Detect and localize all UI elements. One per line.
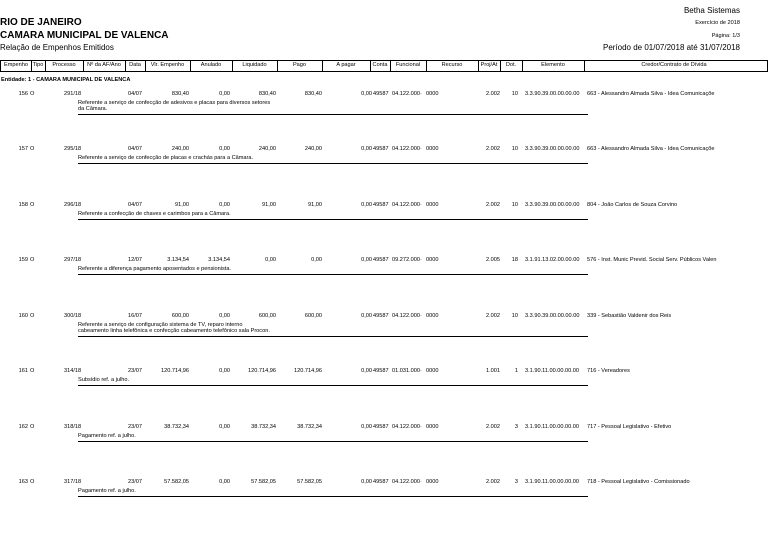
col-dot: Dot. (505, 62, 517, 68)
col-elemento: Elemento (541, 62, 565, 68)
col-pago: Pago (292, 62, 307, 68)
cell-vlr: 120.714,96 (161, 368, 189, 374)
cell-anulado: 0,00 (219, 479, 230, 485)
cell-processo: 314/18 (64, 368, 82, 374)
cell-anulado: 3.134,54 (208, 257, 230, 263)
cell-conta: 49587 (373, 313, 389, 319)
cell-vlr: 3.134,54 (167, 257, 189, 263)
header-bottom-rule (0, 71, 768, 72)
cell-proj: 2.002 (486, 479, 500, 485)
cell-funcional: 04.122.000· (392, 479, 422, 485)
cell-pago: 57.582,05 (297, 479, 322, 485)
entry-description-cont: da Câmara. (78, 106, 108, 112)
cell-processo: 291/18 (64, 91, 82, 97)
cell-anulado: 0,00 (219, 313, 230, 319)
col-anulado: Anulado (200, 62, 222, 68)
col-data: Data (129, 62, 141, 68)
col-funcional: Funcional (395, 62, 421, 68)
row-divider (78, 274, 588, 275)
cell-dot: 10 (511, 202, 518, 208)
cell-data: 16/07 (128, 313, 142, 319)
col-recurso: Recurso (441, 62, 463, 68)
cell-elemento: 3.3.90.39.00.00.00.00 (525, 202, 580, 208)
cell-tipo: O (30, 479, 35, 485)
col-a-pagar: A pagar (336, 62, 356, 68)
page-number: Página: 1/3 (711, 33, 740, 39)
cell-vlr: 600,00 (171, 313, 189, 319)
entry-description: Referente a serviço de confecção de adesivos e placas para diversos setores (78, 100, 271, 106)
entry-description: Referente a serviço de confecção de placas e crachás para a Câmara. (78, 155, 254, 161)
cell-liquidado: 91,00 (262, 202, 276, 208)
cell-proj: 2.002 (486, 91, 500, 97)
entry-description: Referente a diferença pagamento aposentados e pensionista. (78, 266, 232, 272)
cell-dot: 1 (514, 368, 518, 374)
cell-proj: 1.001 (486, 368, 500, 374)
cell-recurso: 0000 (426, 424, 439, 430)
cell-tipo: O (30, 202, 35, 208)
cell-recurso: 0000 (426, 368, 439, 374)
row-divider (78, 336, 588, 337)
cell-dot: 10 (511, 91, 518, 97)
cell-anulado: 0,00 (219, 146, 230, 152)
cell-funcional: 04.122.000· (392, 313, 422, 319)
cell-credor: 663 - Alessandro Almada Silva - Idea Comunicaçõe (587, 146, 715, 152)
cell-pago: 91,00 (308, 202, 322, 208)
cell-dot: 3 (514, 479, 518, 485)
cell-dot: 18 (511, 257, 518, 263)
cell-apagar: 0,00 (361, 91, 372, 97)
cell-empenho: 159 (18, 257, 28, 263)
cell-elemento: 3.3.90.39.00.00.00.00 (525, 91, 580, 97)
cell-elemento: 3.1.90.11.00.00.00.00 (525, 368, 580, 374)
cell-tipo: O (30, 146, 35, 152)
cell-funcional: 04.122.000· (392, 146, 422, 152)
cell-data: 12/07 (128, 257, 142, 263)
report-title: Relação de Empenhos Emitidos (0, 43, 114, 52)
cell-vlr: 38.732,34 (164, 424, 189, 430)
cell-processo: 297/18 (64, 257, 82, 263)
cell-data: 04/07 (128, 91, 142, 97)
cell-dot: 3 (514, 424, 518, 430)
col-af-ano: Nº da AF/Ano (87, 62, 121, 68)
cell-recurso: 0000 (426, 202, 439, 208)
organization-name: CAMARA MUNICIPAL DE VALENCA (0, 30, 169, 41)
cell-pago: 830,40 (304, 91, 322, 97)
col-credor: Credor/Contrato de Dívida (641, 62, 707, 68)
col-processo: Processo (52, 62, 76, 68)
cell-proj: 2.002 (486, 313, 500, 319)
entry-description: Referente a confecção de chaves e carimbos para a Câmara. (78, 211, 231, 217)
cell-apagar: 0,00 (361, 479, 372, 485)
cell-recurso: 0000 (426, 91, 439, 97)
row-divider (78, 385, 588, 386)
cell-funcional: 04.122.000· (392, 202, 422, 208)
cell-credor: 718 - Pessoal Legislativo - Comissionado (587, 479, 690, 485)
cell-liquidado: 0,00 (265, 257, 276, 263)
cell-empenho: 157 (18, 146, 28, 152)
cell-conta: 49587 (373, 424, 389, 430)
row-divider (78, 219, 588, 220)
vendor-name: Betha Sistemas (683, 6, 740, 15)
cell-elemento: 3.1.91.13.02.00.00.00 (525, 257, 580, 263)
cell-tipo: O (30, 313, 35, 319)
cell-anulado: 0,00 (219, 91, 230, 97)
cell-empenho: 156 (18, 91, 28, 97)
cell-pago: 600,00 (304, 313, 322, 319)
cell-processo: 317/18 (64, 479, 82, 485)
cell-processo: 300/18 (64, 313, 82, 319)
state-name: RIO DE JANEIRO (0, 17, 82, 28)
cell-liquidado: 120.714,96 (248, 368, 276, 374)
cell-liquidado: 240,00 (258, 146, 276, 152)
cell-dot: 10 (511, 313, 518, 319)
cell-credor: 576 - Inst. Munic Previd. Social Serv. Públicos Valen (587, 257, 717, 263)
cell-vlr: 57.582,05 (164, 479, 189, 485)
cell-tipo: O (30, 257, 35, 263)
row-divider (78, 163, 588, 164)
cell-anulado: 0,00 (219, 202, 230, 208)
cell-vlr: 830,40 (171, 91, 189, 97)
cell-credor: 717 - Pessoal Legislativo - Efetivo (587, 424, 672, 430)
cell-liquidado: 57.582,05 (251, 479, 276, 485)
cell-elemento: 3.3.90.39.00.00.00.00 (525, 313, 580, 319)
cell-apagar: 0,00 (361, 257, 372, 263)
cell-recurso: 0000 (426, 146, 439, 152)
cell-funcional: 09.272.000· (392, 257, 422, 263)
cell-conta: 49587 (373, 257, 389, 263)
cell-apagar: 0,00 (361, 202, 372, 208)
cell-proj: 2.002 (486, 424, 500, 430)
cell-data: 23/07 (128, 368, 142, 374)
entry-description: Pagamento ref. a julho. (78, 433, 136, 439)
cell-proj: 2.005 (486, 257, 500, 263)
cell-proj: 2.002 (486, 202, 500, 208)
col-liquidado: Liquidado (242, 62, 267, 68)
cell-credor: 804 - João Carlos de Souza Corvino (587, 202, 678, 208)
row-divider (78, 441, 588, 442)
cell-conta: 49587 (373, 368, 389, 374)
cell-conta: 49587 (373, 146, 389, 152)
header-top-rule (0, 60, 768, 61)
cell-vlr: 240,00 (171, 146, 189, 152)
cell-funcional: 04.122.000· (392, 91, 422, 97)
cell-anulado: 0,00 (219, 368, 230, 374)
entry-description: Subsídio ref. a julho. (78, 377, 129, 383)
col-vlr-empenho: Vlr. Empenho (150, 62, 185, 68)
cell-elemento: 3.1.90.11.00.00.00.00 (525, 479, 580, 485)
cell-apagar: 0,00 (361, 424, 372, 430)
cell-processo: 295/18 (64, 146, 82, 152)
cell-empenho: 163 (18, 479, 28, 485)
cell-recurso: 0000 (426, 257, 439, 263)
entry-description-cont: cabeamento linha telefônica e confecção cabeamento telefônico sala Procon. (78, 328, 270, 334)
cell-recurso: 0000 (426, 313, 439, 319)
cell-credor: 663 - Alessandro Almada Silva - Idea Comunicaçõe (587, 91, 715, 97)
row-divider (78, 114, 588, 115)
cell-processo: 318/18 (64, 424, 82, 430)
cell-data: 04/07 (128, 146, 142, 152)
cell-data: 04/07 (128, 202, 142, 208)
cell-empenho: 162 (18, 424, 28, 430)
cell-elemento: 3.1.90.11.00.00.00.00 (525, 424, 580, 430)
cell-credor: 339 - Sebastião Valdenir dos Reis (587, 313, 672, 319)
cell-empenho: 158 (18, 202, 28, 208)
cell-dot: 10 (511, 146, 518, 152)
col-proj-at: Proj/At (480, 62, 498, 68)
cell-apagar: 0,00 (361, 313, 372, 319)
cell-conta: 49587 (373, 202, 389, 208)
cell-pago: 120.714,96 (294, 368, 322, 374)
cell-tipo: O (30, 91, 35, 97)
row-divider (78, 496, 588, 497)
cell-vlr: 91,00 (175, 202, 189, 208)
cell-credor: 716 - Vereadores (587, 368, 630, 374)
cell-tipo: O (30, 368, 35, 374)
col-empenho: Empenho (4, 62, 28, 68)
entry-description: Referente a serviço de configuração sistema de TV, reparo interno (78, 322, 243, 328)
entry-description: Pagamento ref. a julho. (78, 488, 136, 494)
cell-pago: 240,00 (304, 146, 322, 152)
cell-apagar: 0,00 (361, 146, 372, 152)
cell-tipo: O (30, 424, 35, 430)
cell-liquidado: 830,40 (258, 91, 276, 97)
cell-data: 23/07 (128, 479, 142, 485)
entity-label: Entidade: 1 - CAMARA MUNICIPAL DE VALENCA (1, 77, 131, 83)
cell-recurso: 0000 (426, 479, 439, 485)
cell-processo: 296/18 (64, 202, 82, 208)
cell-liquidado: 600,00 (258, 313, 276, 319)
exercise-label: Exercício de 2018 (695, 20, 740, 26)
cell-anulado: 0,00 (219, 424, 230, 430)
cell-funcional: 04.122.000· (392, 424, 422, 430)
cell-conta: 49587 (373, 91, 389, 97)
cell-empenho: 161 (18, 368, 28, 374)
cell-empenho: 160 (18, 313, 28, 319)
cell-elemento: 3.3.90.39.00.00.00.00 (525, 146, 580, 152)
col-conta: Conta (372, 62, 388, 68)
cell-data: 23/07 (128, 424, 142, 430)
cell-funcional: 01.031.000· (392, 368, 422, 374)
report-period: Período de 01/07/2018 até 31/07/2018 (602, 43, 740, 52)
cell-apagar: 0,00 (361, 368, 372, 374)
cell-liquidado: 38.732,34 (251, 424, 276, 430)
cell-conta: 49587 (373, 479, 389, 485)
cell-pago: 38.732,34 (297, 424, 322, 430)
cell-proj: 2.002 (486, 146, 500, 152)
col-tipo: Tipo (32, 62, 44, 68)
cell-pago: 0,00 (311, 257, 322, 263)
